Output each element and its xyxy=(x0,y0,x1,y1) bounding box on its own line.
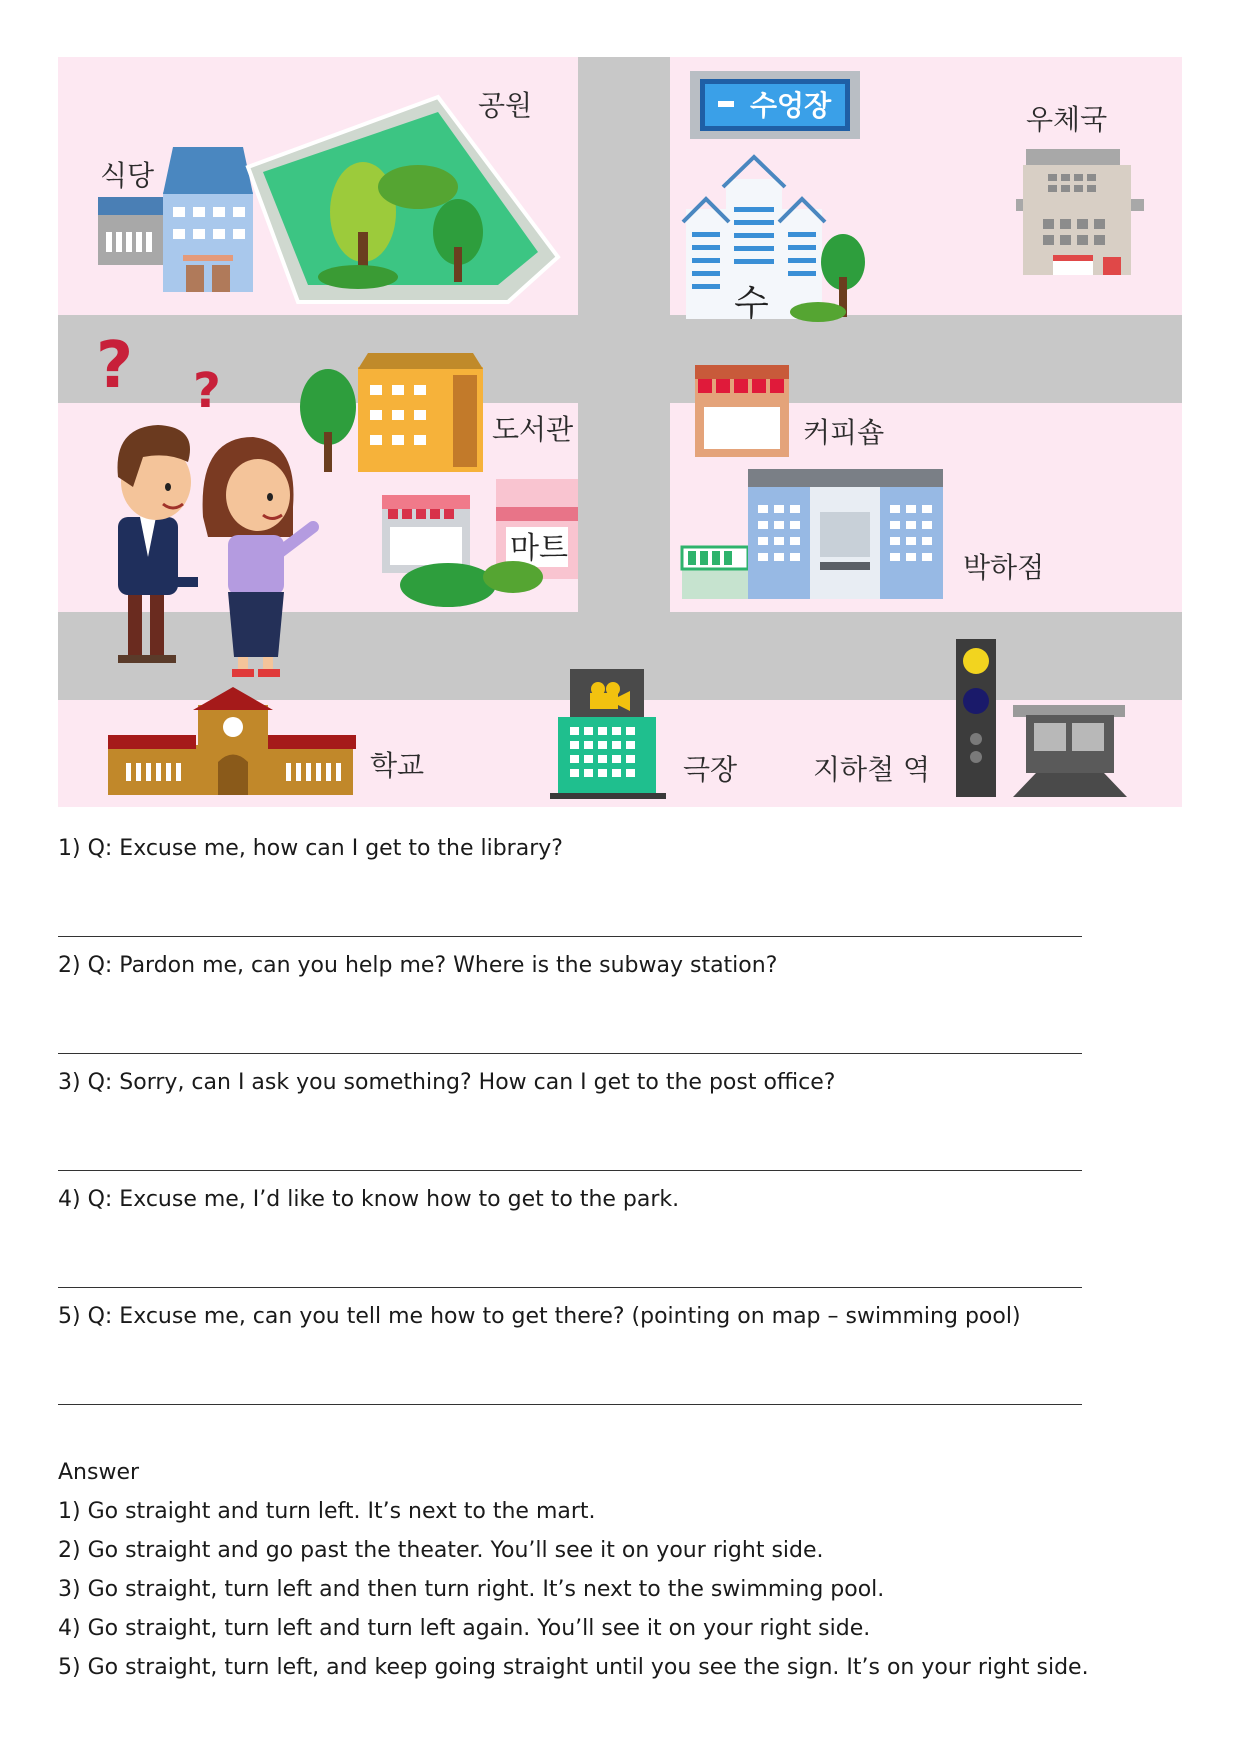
answer-line-4[interactable] xyxy=(58,1287,1082,1288)
swimming-pool-building-text: 수 xyxy=(734,283,769,324)
library-building xyxy=(300,353,483,472)
post-office-building xyxy=(1016,149,1144,275)
department-store-label: 박하점 xyxy=(963,551,1045,584)
park-label: 공원 xyxy=(478,89,533,122)
theater-label: 극장 xyxy=(683,753,738,786)
subway-entrance xyxy=(1013,705,1127,797)
answer-2: 2) Go straight and go past the theater. You’ll see it on your right side. xyxy=(58,1538,824,1563)
question-3: 3) Q: Sorry, can I ask you something? How can I get to the post office? xyxy=(58,1070,836,1095)
answer-line-1[interactable] xyxy=(58,936,1082,937)
traffic-light xyxy=(956,639,996,797)
road-vertical xyxy=(578,57,670,612)
coffee-shop-building xyxy=(695,365,789,457)
answer-1: 1) Go straight and turn left. It’s next to the mart. xyxy=(58,1499,596,1524)
restaurant-label: 식당 xyxy=(100,159,155,192)
question-4: 4) Q: Excuse me, I’d like to know how to get to the park. xyxy=(58,1187,680,1212)
answer-line-2[interactable] xyxy=(58,1053,1082,1054)
question-mark-2: ? xyxy=(193,363,221,419)
swimming-pool-sign-text: 수엉장 xyxy=(750,89,832,122)
post-office-label: 우체국 xyxy=(1026,103,1108,136)
library-label: 도서관 xyxy=(492,413,574,446)
question-mark-1: ? xyxy=(96,329,134,403)
answer-5: 5) Go straight, turn left, and keep going straight until you see the sign. It’s on your right side. xyxy=(58,1655,1089,1680)
answer-line-3[interactable] xyxy=(58,1170,1082,1171)
school-label: 학교 xyxy=(370,749,425,782)
coffee-shop-label: 커피숍 xyxy=(803,416,885,449)
answer-line-5[interactable] xyxy=(58,1404,1082,1405)
answer-3: 3) Go straight, turn left and then turn right. It’s next to the swimming pool. xyxy=(58,1577,885,1602)
answer-heading: Answer xyxy=(58,1460,140,1485)
question-1: 1) Q: Excuse me, how can I get to the library? xyxy=(58,836,563,861)
swimming-pool-sign xyxy=(690,71,860,139)
town-map-illustration xyxy=(58,57,1182,807)
question-2: 2) Q: Pardon me, can you help me? Where is the subway station? xyxy=(58,953,778,978)
mart-label: 마트 xyxy=(510,531,568,566)
subway-label: 지하철 역 xyxy=(813,753,931,786)
question-5: 5) Q: Excuse me, can you tell me how to get there? (pointing on map – swimming pool) xyxy=(58,1304,1021,1329)
answer-4: 4) Go straight, turn left and turn left again. You’ll see it on your right side. xyxy=(58,1616,871,1641)
